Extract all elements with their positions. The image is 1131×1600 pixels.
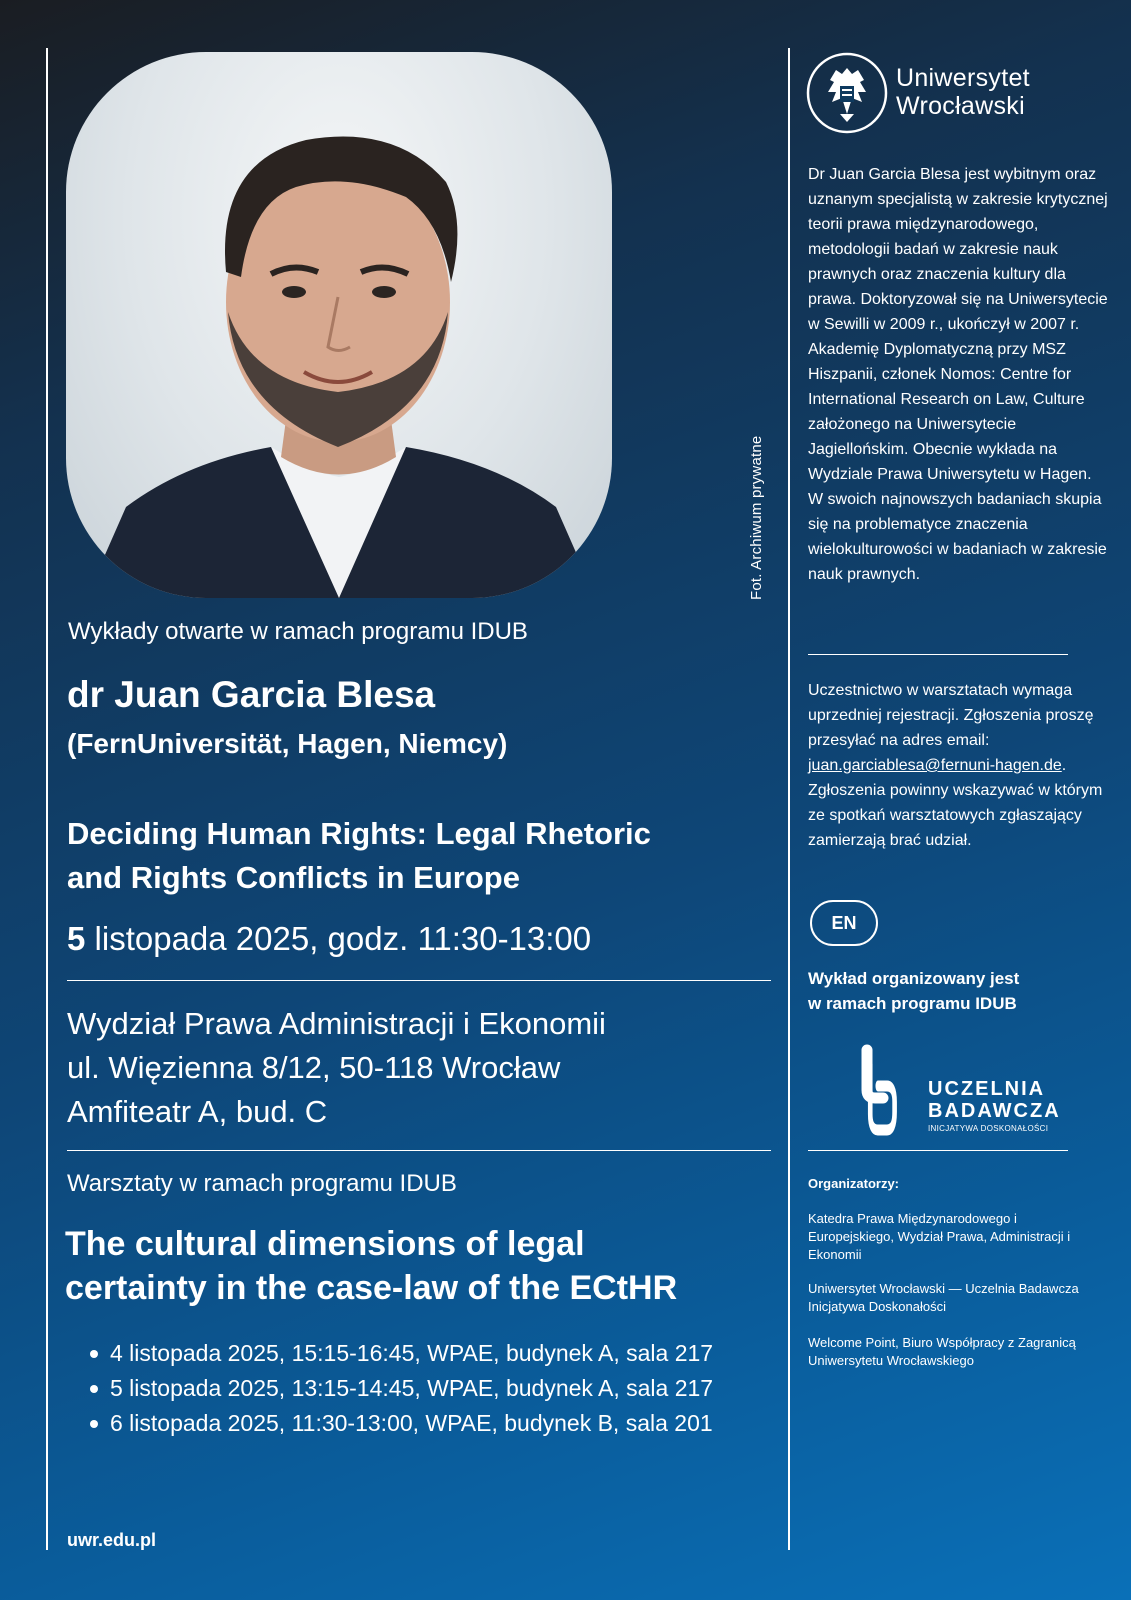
workshop-sessions-list (88, 1336, 713, 1441)
lecture-date-rest: listopada 2025, godz. 11:30-13:00 (85, 920, 592, 957)
speaker-bio: Dr Juan Garcia Blesa jest wybitnym oraz uznanym specjalistą w zakresie krytycznej teorii prawa międzynarodowego, metodologii badań w zakresie nauk prawnych oraz znaczenia kultury dla prawa. Doktoryzował się na Uniwersytecie w Sewilli w 2009 r., ukończył w 2007 r. Akademię Dyplomatyczną przy MSZ Hiszpanii, członek Nomos: Centre for International Research on Law, Culture założonego na Uniwersytecie Jagiellońskim. Obecnie wykłada na Wydziale Prawa Uniwersytetu w Hagen. W swoich najnowszych badaniach skupia się na problematyce znaczenia wielokulturowości w badaniach w zakresie nauk prawnych. (808, 166, 1108, 583)
speaker-name: dr Juan Garcia Blesa (67, 674, 436, 715)
left-border-line (46, 48, 48, 1550)
idub-text-line: UCZELNIA (928, 1078, 1046, 1100)
registration-info (808, 678, 1108, 853)
organized-note-line: w ramach programu IDUB (808, 994, 1017, 1013)
divider-line (67, 980, 771, 981)
university-name (896, 64, 1030, 120)
organizer-item: Welcome Point, Biuro Współpracy z Zagranicą Uniwersytetu Wrocławskiego (808, 1335, 1076, 1368)
workshop-title (65, 1222, 677, 1310)
venue-address (67, 1002, 606, 1134)
venue-line: Amfiteatr A, bud. C (67, 1094, 328, 1129)
website-link[interactable]: uwr.edu.pl (67, 1530, 157, 1550)
university-name-line: Uniwersytet (896, 64, 1030, 92)
lecture-date-day: 5 (67, 920, 86, 957)
workshop-title-line: certainty in the case-law of the ECtHR (65, 1269, 678, 1307)
workshop-title-line: The cultural dimensions of legal (65, 1225, 585, 1263)
workshop-session-item: 5 listopada 2025, 13:15-14:45, WPAE, budynek A, sala 217 (88, 1371, 713, 1406)
divider-line (808, 1150, 1068, 1151)
idub-logo-icon (832, 1044, 932, 1136)
organizer-item: Katedra Prawa Międzynarodowego i Europejskiego, Wydział Prawa, Administracji i Ekonomii (808, 1211, 1071, 1262)
idub-text-line: BADAWCZA (928, 1100, 1061, 1122)
venue-line: Wydział Prawa Administracji i Ekonomii (67, 1006, 606, 1041)
lecture-date (67, 920, 591, 958)
divider-line (808, 654, 1068, 655)
divider-line (67, 1150, 771, 1151)
organizers-label: Organizatorzy: (808, 1176, 900, 1191)
venue-line: ul. Więzienna 8/12, 50-118 Wrocław (67, 1050, 561, 1085)
workshop-session-item: 4 listopada 2025, 15:15-16:45, WPAE, budynek A, sala 217 (88, 1336, 713, 1371)
lecture-title-line: and Rights Conflicts in Europe (67, 860, 520, 895)
language-badge: EN (810, 900, 878, 946)
organized-note (808, 966, 1019, 1016)
speaker-photo (66, 52, 612, 598)
lecture-title (67, 812, 651, 900)
lecture-series-label: Wykłady otwarte w ramach programu IDUB (68, 618, 528, 645)
registration-text-after: . Zgłoszenia powinny wskazywać w którym ze spotkań warsztatowych zgłaszający zamierzają brać udział. (808, 757, 1103, 849)
photo-credit: Fot. Archiwum prywatne (748, 435, 765, 600)
university-name-line: Wrocławski (896, 92, 1025, 120)
organizer-item: Uniwersytet Wrocławski — Uczelnia Badawcza Inicjatywa Doskonałości (808, 1281, 1079, 1314)
university-crest-icon (806, 52, 888, 134)
speaker-affiliation: (FernUniversität, Hagen, Niemcy) (67, 728, 508, 759)
idub-text-line: INICJATYWA DOSKONAŁOŚCI (928, 1124, 1049, 1133)
column-divider-line (788, 48, 790, 1550)
workshops-label: Warsztaty w ramach programu IDUB (67, 1170, 457, 1197)
workshop-session-item: 6 listopada 2025, 11:30-13:00, WPAE, budynek B, sala 201 (88, 1406, 713, 1441)
registration-text: Uczestnictwo w warsztatach wymaga uprzedniej rejestracji. Zgłoszenia proszę przesyłać na adres email: (808, 682, 1094, 749)
lecture-title-line: Deciding Human Rights: Legal Rhetoric (67, 816, 651, 851)
registration-email-link[interactable]: juan.garciablesa@fernuni-hagen.de (808, 757, 1062, 774)
organized-note-line: Wykład organizowany jest (808, 969, 1020, 988)
